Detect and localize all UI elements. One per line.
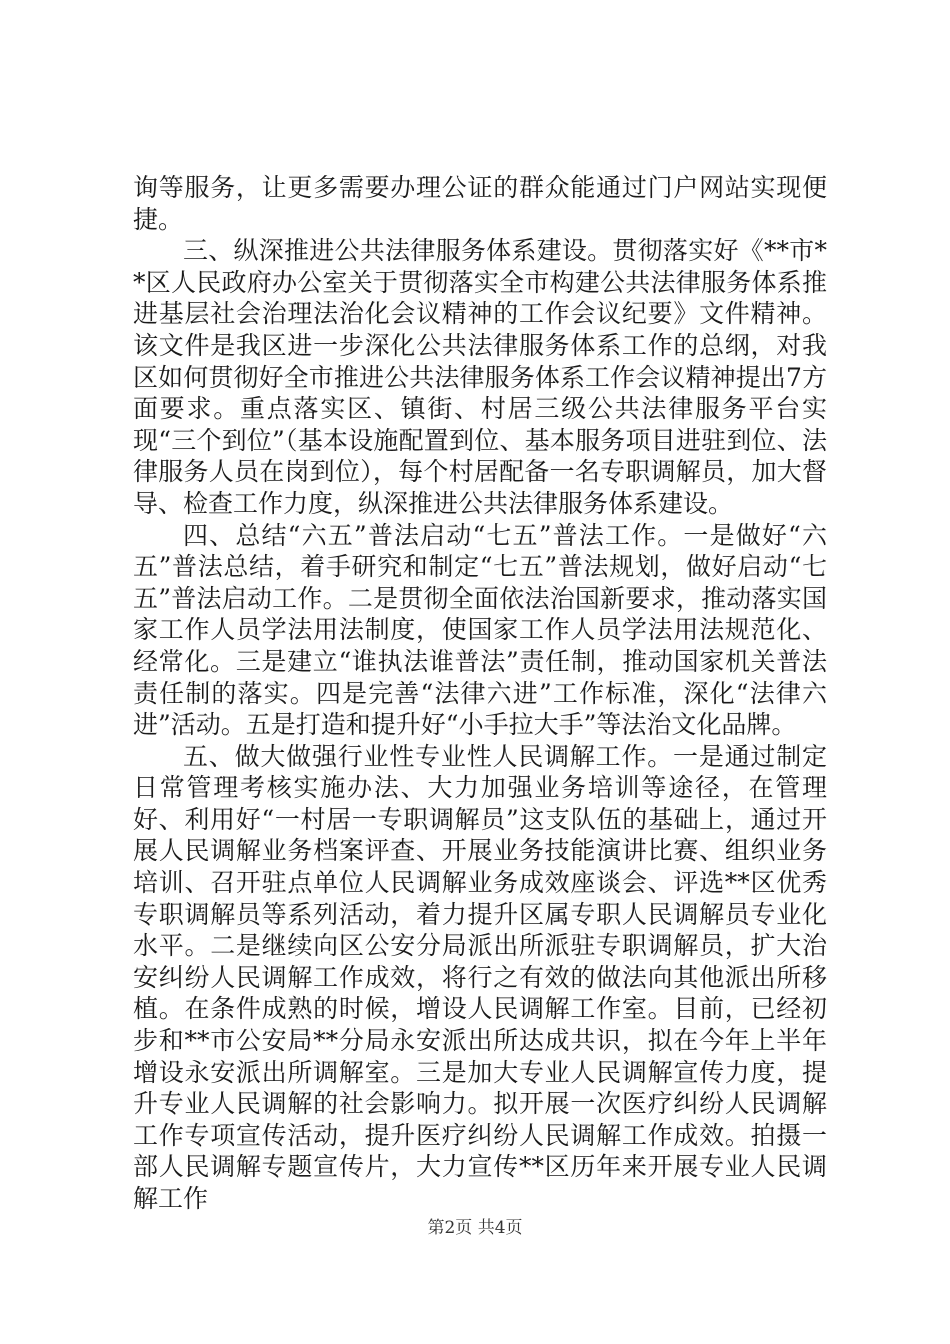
document-body: [133, 172, 827, 1215]
paragraph-section-three: 三、纵深推进公共法律服务体系建设。贯彻落实好《**市**区人民政府办公室关于贯彻落实全市构建公共法律服务体系推进基层社会治理法治化会议精神的工作会议纪要》文件精神。该文件是我区进一步深化公共法律服务体系工作的总纲，对我区如何贯彻好全市推进公共法律服务体系工作会议精神提出7方面要求。重点落实区、镇街、村居三级公共法律服务平台实现“三个到位”（基本设施配置到位、基本服务项目进驻到位、法律服务人员在岗到位），每个村居配备一名专职调解员，加大督导、检查工作力度，纵深推进公共法律服务体系建设。: [133, 236, 827, 518]
paragraph-section-four: 四、总结“六五”普法启动“七五”普法工作。一是做好“六五”普法总结，着手研究和制定“七五”普法规划，做好启动“七五”普法启动工作。二是贯彻全面依法治国新要求，推动落实国家工作人员学法用法制度，使国家工作人员学法用法规范化、经常化。三是建立“谁执法谁普法”责任制，推动国家机关普法责任制的落实。四是完善“法律六进”工作标准，深化“法律六进”活动。五是打造和提升好“小手拉大手”等法治文化品牌。: [133, 520, 827, 740]
page-number-footer: 第2页 共4页: [427, 1218, 523, 1238]
paragraph-section-five: 五、做大做强行业性专业性人民调解工作。一是通过制定日常管理考核实施办法、大力加强业务培训等途径，在管理好、利用好“一村居一专职调解员”这支队伍的基础上，通过开展人民调解业务档案评查、开展业务技能演讲比赛、组织业务培训、召开驻点单位人民调解业务成效座谈会、评选**区优秀专职调解员等系列活动，着力提升区属专职人民调解员专业化水平。二是继续向区公安分局派出所派驻专职调解员，扩大治安纠纷人民调解工作成效，将行之有效的做法向其他派出所移植。在条件成熟的时候，增设人民调解工作室。目前，已经初步和**市公安局**分局永安派出所达成共识，拟在今年上半年增设永安派出所调解室。三是加大专业人民调解宣传力度，提升专业人民调解的社会影响力。拟开展一次医疗纠纷人民调解工作专项宣传活动，提升医疗纠纷人民调解工作成效。拍摄一部人民调解专题宣传片，大力宣传**区历年来开展专业人民调解工作: [133, 741, 827, 1213]
paragraph-continued: 询等服务，让更多需要办理公证的群众能通过门户网站实现便捷。: [133, 173, 827, 234]
